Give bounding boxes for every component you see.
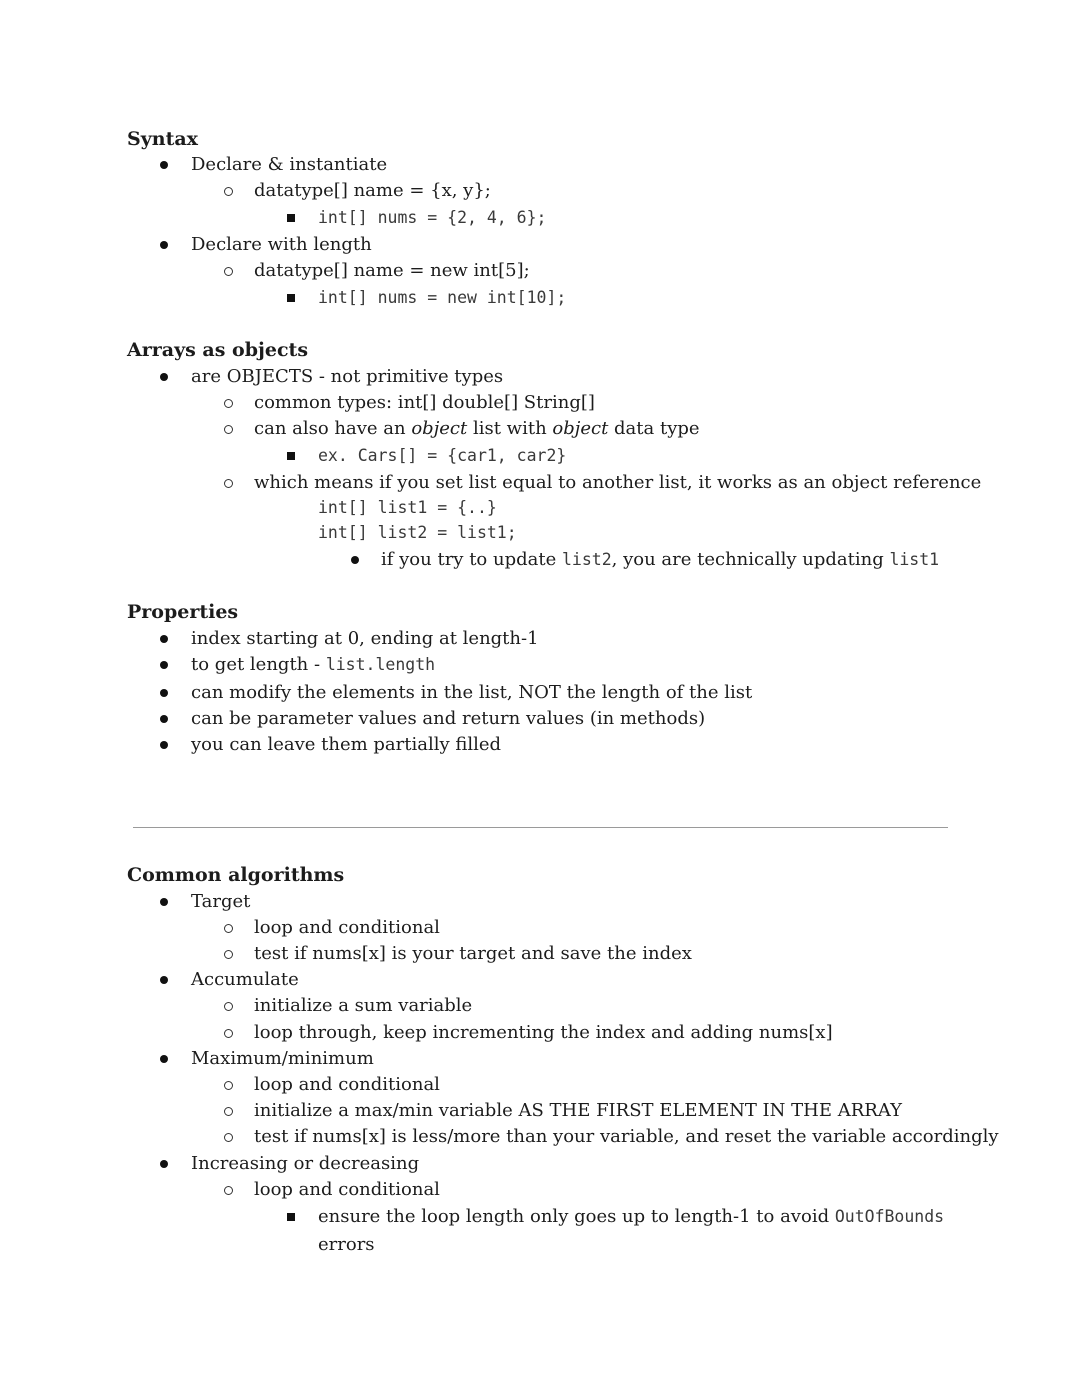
syntax-declare-length: Declare with length [191, 234, 372, 255]
hollow-bullet-icon [224, 924, 233, 933]
bullet-icon [160, 241, 168, 249]
bullet-icon [160, 1160, 168, 1168]
bullet-icon [160, 715, 168, 723]
properties-item: index starting at 0, ending at length-1 [191, 628, 539, 649]
square-bullet-icon [287, 294, 295, 302]
syntax-declare-instantiate-code: int[] nums = {2, 4, 6}; [318, 208, 547, 227]
algorithm-target-step: loop and conditional [254, 917, 440, 938]
bullet-icon [160, 898, 168, 906]
hollow-bullet-icon [224, 1107, 233, 1116]
bullet-icon [160, 1055, 168, 1063]
algorithm-maxmin-step: initialize a max/min variable AS THE FIRST ELEMENT IN THE ARRAY [254, 1100, 902, 1121]
bullet-icon [160, 635, 168, 643]
syntax-declare-instantiate: Declare & instantiate [191, 154, 388, 175]
hollow-bullet-icon [224, 1186, 233, 1195]
hollow-bullet-icon [224, 1002, 233, 1011]
syntax-declare-length-code: int[] nums = new int[10]; [318, 288, 567, 307]
algorithm-maxmin-step: loop and conditional [254, 1074, 440, 1095]
bullet-icon [160, 161, 168, 169]
algorithm-accumulate-step: loop through, keep incrementing the index and adding nums[x] [254, 1022, 833, 1043]
arrays-reference-note: which means if you set list equal to another list, it works as an object reference [254, 472, 982, 493]
square-bullet-icon [287, 214, 295, 222]
algorithm-accumulate: Accumulate [191, 969, 299, 990]
algorithm-target-step: test if nums[x] is your target and save the index [254, 943, 692, 964]
arrays-objects-item: are OBJECTS - not primitive types [191, 366, 504, 387]
hollow-bullet-icon [224, 187, 233, 196]
properties-item: can be parameter values and return values (in methods) [191, 708, 706, 729]
arrays-common-types: common types: int[] double[] String[] [254, 392, 595, 413]
square-bullet-icon [287, 452, 295, 460]
bullet-icon [351, 556, 359, 564]
algorithms-heading: Common algorithms [127, 864, 345, 886]
hollow-bullet-icon [224, 1133, 233, 1142]
bullet-icon [160, 689, 168, 697]
arrays-code-line-2: int[] list2 = list1; [318, 523, 517, 542]
hollow-bullet-icon [224, 1029, 233, 1038]
bullet-icon [160, 661, 168, 669]
arrays-object-list: can also have an object list with object data type [254, 418, 700, 439]
syntax-declare-length-form: datatype[] name = new int[5]; [254, 260, 530, 281]
algorithm-accumulate-step: initialize a sum variable [254, 995, 473, 1016]
hollow-bullet-icon [224, 1081, 233, 1090]
hollow-bullet-icon [224, 479, 233, 488]
algorithm-incdec-note: ensure the loop length only goes up to length-1 to avoid OutOfBounds [318, 1206, 945, 1227]
properties-item: you can leave them partially filled [191, 734, 502, 755]
hollow-bullet-icon [224, 267, 233, 276]
bullet-icon [160, 741, 168, 749]
algorithm-maxmin: Maximum/minimum [191, 1048, 374, 1069]
hollow-bullet-icon [224, 425, 233, 434]
algorithm-incdec-step: loop and conditional [254, 1179, 440, 1200]
syntax-heading: Syntax [127, 128, 198, 150]
hollow-bullet-icon [224, 950, 233, 959]
bullet-icon [160, 373, 168, 381]
algorithm-incdec-note-cont: errors [318, 1234, 375, 1255]
square-bullet-icon [287, 1213, 295, 1221]
algorithm-maxmin-step: test if nums[x] is less/more than your variable, and reset the variable accordingly [254, 1126, 999, 1147]
algorithm-target: Target [191, 891, 251, 912]
arrays-objects-heading: Arrays as objects [127, 339, 309, 361]
arrays-update-note: if you try to update list2, you are technically updating list1 [381, 549, 940, 570]
properties-item: to get length - list.length [191, 654, 436, 675]
arrays-example-code: ex. Cars[] = {car1, car2} [318, 446, 567, 465]
algorithm-incdec: Increasing or decreasing [191, 1153, 420, 1174]
bullet-icon [160, 976, 168, 984]
properties-item: can modify the elements in the list, NOT the length of the list [191, 682, 753, 703]
hollow-bullet-icon [224, 399, 233, 408]
arrays-code-line-1: int[] list1 = {..} [318, 498, 497, 517]
syntax-declare-instantiate-form: datatype[] name = {x, y}; [254, 180, 491, 201]
properties-heading: Properties [127, 601, 239, 623]
horizontal-rule [133, 827, 948, 828]
